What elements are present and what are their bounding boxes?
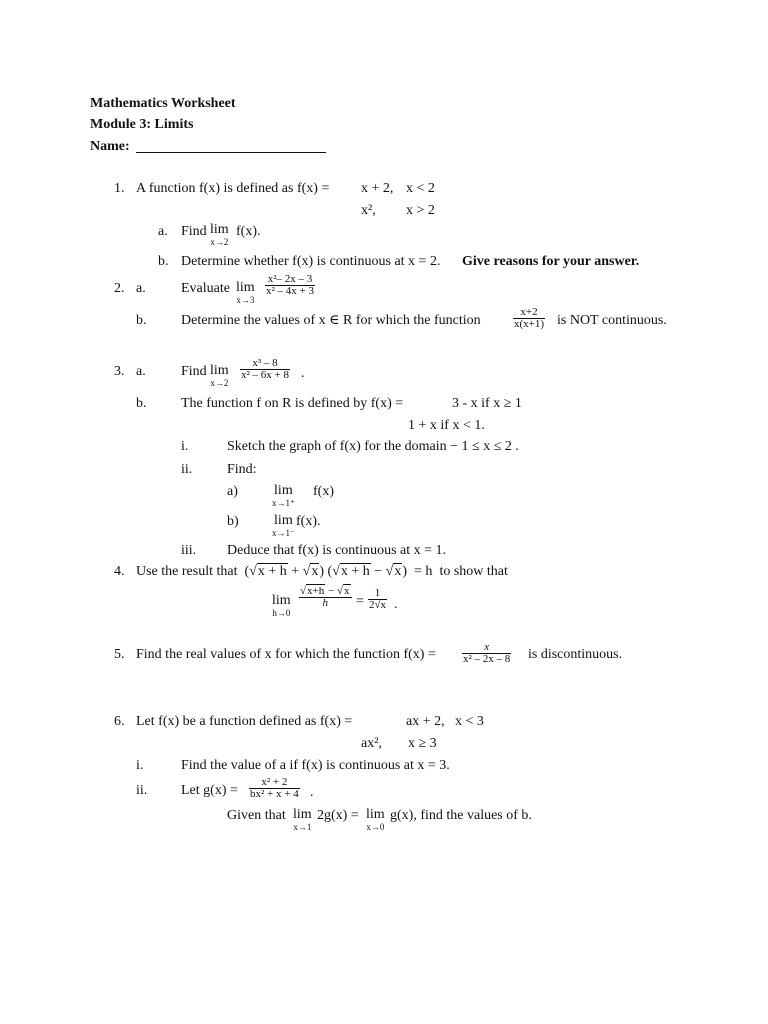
q1a-text: Find xyxy=(181,224,207,239)
q6ii-limit-2 xyxy=(366,808,385,832)
q3a-text: Find xyxy=(181,364,207,379)
fraction-denominator: x² – 6x + 8 xyxy=(241,369,290,381)
radicand: x xyxy=(311,564,319,579)
q3a-tail: . xyxy=(301,366,305,381)
q1b-bold-text: Give reasons for your answer. xyxy=(462,254,640,269)
q3bi-text: Sketch the graph of f(x) for the domain − 1 ≤ x ≤ 2 . xyxy=(227,439,519,454)
q6ii-limit-1 xyxy=(293,808,312,832)
q2b-label: b. xyxy=(136,313,147,328)
q1-number: 1. xyxy=(114,181,125,196)
limit-word: lim xyxy=(272,593,291,608)
q6ii-fraction xyxy=(249,777,300,800)
q3biib-tail: f(x). xyxy=(296,514,321,529)
q3biib-label: b) xyxy=(227,514,239,529)
fraction-numerator: x+2 xyxy=(520,306,538,318)
limit-subscript: x→0 xyxy=(366,822,385,832)
fraction-numerator: x² + 2 xyxy=(261,776,288,788)
q2a-limit xyxy=(236,281,255,305)
q1a-tail: f(x). xyxy=(236,224,261,239)
fraction-numerator: x xyxy=(484,641,490,653)
fraction-denominator: h xyxy=(299,597,352,609)
q3a-limit xyxy=(210,364,229,388)
limit-word: lim xyxy=(210,222,229,237)
q4-fraction xyxy=(299,586,352,609)
q3a-label: a. xyxy=(136,364,146,379)
name-blank-line[interactable] xyxy=(136,152,326,153)
q4-text: Use the result that (√x + h + √x) (√x + h − √x) = h to show that xyxy=(136,564,508,579)
radicand: x + h xyxy=(257,564,287,579)
q1-case2-expr: x², xyxy=(361,203,376,218)
worksheet-title: Mathematics Worksheet xyxy=(90,96,236,111)
fraction-numerator: x³ – 8 xyxy=(252,357,278,369)
fraction-denominator: x(x+1) xyxy=(514,318,545,330)
q3b-case2: 1 + x if x < 1. xyxy=(408,418,485,433)
q2a-label: a. xyxy=(136,281,146,296)
q6-case1-cond: x < 3 xyxy=(455,714,484,729)
q6-number: 6. xyxy=(114,714,125,729)
q3a-fraction xyxy=(240,358,290,381)
limit-subscript: x→1 xyxy=(293,822,312,832)
q3biib-limit xyxy=(272,514,295,538)
q4-text-equals: = h xyxy=(414,564,433,579)
limit-subscript: x→2 xyxy=(210,237,229,247)
q6-case1-expr: ax + 2, xyxy=(406,714,445,729)
q2a-text: Evaluate xyxy=(181,281,230,296)
q1-case1-expr: x + 2, xyxy=(361,181,394,196)
limit-word: lim xyxy=(366,807,385,822)
q1-case2-cond: x > 2 xyxy=(406,203,435,218)
q1-case1-cond: x < 2 xyxy=(406,181,435,196)
q1b-label: b. xyxy=(158,254,169,269)
q6-case2-cond: x ≥ 3 xyxy=(408,736,437,751)
q2a-fraction xyxy=(265,274,315,297)
q2b-tail: is NOT continuous. xyxy=(557,313,667,328)
q4-limit xyxy=(272,594,291,618)
q5-tail: is discontinuous. xyxy=(528,647,623,662)
fraction-denominator: bx² + x + 4 xyxy=(250,788,299,800)
q6-stem: Let f(x) be a function defined as f(x) = xyxy=(136,714,353,729)
limit-subscript: x→2 xyxy=(210,378,229,388)
radicand: x xyxy=(344,585,350,597)
q4-rhs-fraction xyxy=(368,588,387,611)
limit-subscript: x→1⁻ xyxy=(272,528,295,538)
q3b-case1: 3 - x if x ≥ 1 xyxy=(452,396,522,411)
q2b-text: Determine the values of x ∈ R for which the function xyxy=(181,313,481,328)
q3b-label: b. xyxy=(136,396,147,411)
limit-word: lim xyxy=(293,807,312,822)
limit-word: lim xyxy=(236,280,255,295)
limit-subscript: x→1⁺ xyxy=(272,498,295,508)
q6ii-given-intro: Given that xyxy=(227,808,286,823)
equals-sign: = xyxy=(356,594,364,609)
q3b-text: The function f on R is defined by f(x) = xyxy=(181,396,404,411)
limit-word: lim xyxy=(210,363,229,378)
q4-number: 4. xyxy=(114,564,125,579)
q2-number: 2. xyxy=(114,281,125,296)
q5-text: Find the real values of x for which the function f(x) = xyxy=(136,647,436,662)
q3biii-label: iii. xyxy=(181,543,197,558)
q6ii-label: ii. xyxy=(136,783,148,798)
q6ii-tail: . xyxy=(310,785,314,800)
q5-fraction xyxy=(462,642,511,665)
q3bii-label: ii. xyxy=(181,462,193,477)
q1a-label: a. xyxy=(158,224,168,239)
q1b-text: Determine whether f(x) is continuous at x = 2. xyxy=(181,254,441,269)
limit-word: lim xyxy=(274,513,293,528)
q3biia-tail: f(x) xyxy=(313,484,334,499)
q6-case2-expr: ax², xyxy=(361,736,382,751)
q4-text-outro: to show that xyxy=(439,564,508,579)
module-title: Module 3: Limits xyxy=(90,117,194,132)
q6ii-given-end: g(x), find the values of b. xyxy=(390,808,532,823)
q6i-label: i. xyxy=(136,758,144,773)
q2b-fraction xyxy=(513,307,545,330)
limit-subscript: x→3 xyxy=(236,295,255,305)
q4-text-intro: Use the result that xyxy=(136,564,238,579)
q3biii-text: Deduce that f(x) is continuous at x = 1. xyxy=(227,543,447,558)
q6i-text: Find the value of a if f(x) is continuous at x = 3. xyxy=(181,758,450,773)
limit-word: lim xyxy=(274,483,293,498)
fraction-denominator: 2√x xyxy=(369,599,387,611)
fraction-denominator: x² – 2x – 8 xyxy=(463,653,511,665)
fraction-numerator: x²– 2x – 3 xyxy=(267,273,313,285)
radicand: x xyxy=(394,564,402,579)
q4-tail: . xyxy=(394,597,398,612)
q3-number: 3. xyxy=(114,364,125,379)
name-label: Name: xyxy=(90,139,130,154)
radicand: x+h xyxy=(307,585,325,597)
q3bii-text: Find: xyxy=(227,462,257,477)
fraction-denominator: x² – 4x + 3 xyxy=(266,285,315,297)
q5-number: 5. xyxy=(114,647,125,662)
q6ii-given-mid: 2g(x) = xyxy=(317,808,359,823)
fraction-numerator: √x+h − √x xyxy=(300,585,350,597)
q1-stem: A function f(x) is defined as f(x) = xyxy=(136,181,330,196)
q3biia-label: a) xyxy=(227,484,238,499)
q3bi-label: i. xyxy=(181,439,189,454)
radicand: x + h xyxy=(340,564,370,579)
limit-subscript: h→0 xyxy=(272,608,291,618)
q6ii-text: Let g(x) = xyxy=(181,783,238,798)
q1a-limit xyxy=(210,223,229,247)
fraction-numerator: 1 xyxy=(374,587,381,599)
q3biia-limit xyxy=(272,484,295,508)
